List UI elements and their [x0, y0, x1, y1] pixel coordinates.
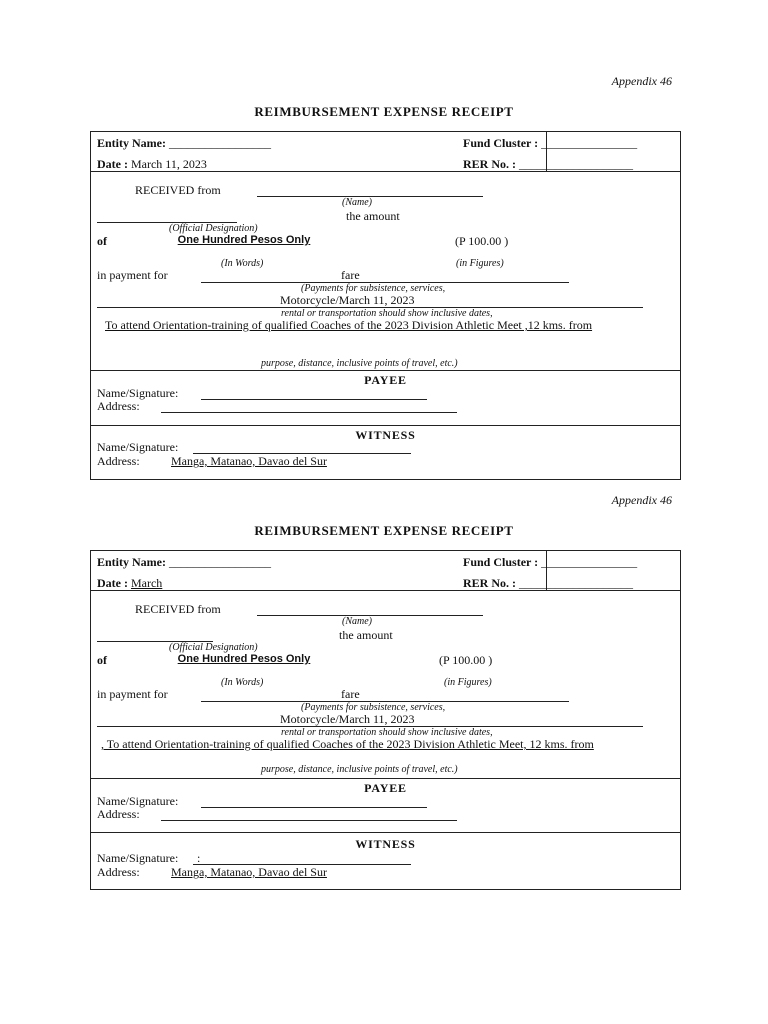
- in-payment-for-label: in payment for: [97, 268, 168, 282]
- payee-name-label: Name/Signature:: [97, 386, 179, 400]
- amount-in-words: One Hundred Pesos Only: [177, 234, 311, 246]
- fund-cluster-value: ________________: [541, 555, 638, 569]
- body-box: [90, 590, 681, 779]
- entity-name-field: [97, 136, 271, 151]
- fund-cluster-field: [463, 555, 637, 570]
- appendix-label: Appendix 46: [611, 493, 672, 507]
- witness-section: [90, 832, 681, 890]
- amount-in-figures: (P 100.00 ): [455, 234, 509, 248]
- rer-no-value: ___________________: [519, 576, 633, 590]
- payee-title: PAYEE: [364, 373, 407, 387]
- in-figures-caption: (in Figures): [444, 677, 492, 688]
- purpose-caption: purpose, distance, inclusive points of travel, etc.): [261, 358, 458, 369]
- rental-caption: rental or transportation should show inclusive dates,: [281, 308, 493, 319]
- name-caption: (Name): [342, 197, 372, 208]
- payee-address-label: Address:: [97, 807, 140, 821]
- fund-cluster-value: ________________: [541, 136, 638, 150]
- of-label: of: [97, 234, 107, 248]
- payee-name-line: [201, 807, 427, 808]
- purpose-caption: purpose, distance, inclusive points of travel, etc.): [261, 764, 458, 775]
- fund-cluster-field: [463, 136, 637, 151]
- amount-in-figures: (P 100.00 ): [439, 653, 493, 667]
- date-field: [97, 576, 162, 591]
- witness-name-label: Name/Signature:: [97, 851, 179, 865]
- fund-cluster-label: Fund Cluster :: [463, 136, 539, 150]
- received-from-label: RECEIVED from: [135, 183, 221, 197]
- payee-address-line: [161, 412, 457, 413]
- witness-address-value: Manga, Matanao, Davao del Sur: [171, 454, 327, 468]
- date-field: [97, 157, 207, 172]
- rer-no-field: [463, 157, 633, 172]
- motorcycle-date: Motorcycle/March 11, 2023: [280, 712, 415, 726]
- entity-name-value: _________________: [169, 555, 271, 569]
- receipt-title: REIMBURSEMENT EXPENSE RECEIPT: [254, 523, 514, 538]
- rer-no-field: [463, 576, 633, 591]
- name-caption: (Name): [342, 616, 372, 627]
- date-value: March: [130, 576, 163, 590]
- witness-name-label: Name/Signature:: [97, 440, 179, 454]
- designation-caption: (Official Designation): [169, 642, 258, 653]
- witness-address-label: Address:: [97, 865, 140, 879]
- witness-title: WITNESS: [355, 837, 416, 851]
- payee-section: [90, 370, 681, 426]
- witness-name-value: :: [197, 851, 201, 865]
- fare-label: fare: [341, 268, 360, 282]
- in-words-caption: (In Words): [221, 258, 264, 269]
- witness-title: WITNESS: [355, 428, 416, 442]
- payee-section: [90, 778, 681, 833]
- entity-name-field: [97, 555, 271, 570]
- payee-address-label: Address:: [97, 399, 140, 413]
- payments-caption: (Payments for subsistence, services,: [301, 702, 446, 713]
- date-value: March 11, 2023: [130, 157, 207, 171]
- header-box: [90, 131, 681, 172]
- fund-cluster-label: Fund Cluster :: [463, 555, 539, 569]
- receipt-title: REIMBURSEMENT EXPENSE RECEIPT: [254, 104, 514, 119]
- receipt-1: [0, 0, 768, 468]
- witness-address-value: Manga, Matanao, Davao del Sur: [171, 865, 327, 879]
- designation-caption: (Official Designation): [169, 223, 258, 234]
- date-label: Date :: [97, 576, 128, 590]
- header-box: [90, 550, 681, 591]
- witness-address-label: Address:: [97, 454, 140, 468]
- appendix-label: Appendix 46: [611, 74, 672, 88]
- receipt-2: [0, 419, 768, 879]
- amount-in-words: One Hundred Pesos Only: [177, 653, 311, 665]
- motorcycle-date: Motorcycle/March 11, 2023: [280, 293, 415, 307]
- payee-name-label: Name/Signature:: [97, 794, 179, 808]
- the-amount-label: the amount: [339, 628, 393, 642]
- in-words-caption: (In Words): [221, 677, 264, 688]
- in-payment-for-label: in payment for: [97, 687, 168, 701]
- body-box: [90, 171, 681, 371]
- purpose-text: To attend Orientation-training of qualified Coaches of the 2023 Division Athletic Meet ,12 kms. from: [105, 318, 593, 332]
- rer-no-label: RER No. :: [463, 576, 516, 590]
- the-amount-label: the amount: [346, 209, 400, 223]
- entity-name-label: Entity Name:: [97, 136, 166, 150]
- rer-no-label: RER No. :: [463, 157, 516, 171]
- date-label: Date :: [97, 157, 128, 171]
- received-from-label: RECEIVED from: [135, 602, 221, 616]
- fare-label: fare: [341, 687, 360, 701]
- payee-name-line: [201, 399, 427, 400]
- purpose-text: , To attend Orientation-training of qualified Coaches of the 2023 Division Athletic Meet, 12 kms. from: [101, 737, 594, 751]
- payments-caption: (Payments for subsistence, services,: [301, 283, 446, 294]
- entity-name-label: Entity Name:: [97, 555, 166, 569]
- entity-name-value: _________________: [169, 136, 271, 150]
- payee-address-line: [161, 820, 457, 821]
- of-label: of: [97, 653, 107, 667]
- payee-title: PAYEE: [364, 781, 407, 795]
- rer-no-value: ___________________: [519, 157, 633, 171]
- rental-caption: rental or transportation should show inclusive dates,: [281, 727, 493, 738]
- in-figures-caption: (in Figures): [456, 258, 504, 269]
